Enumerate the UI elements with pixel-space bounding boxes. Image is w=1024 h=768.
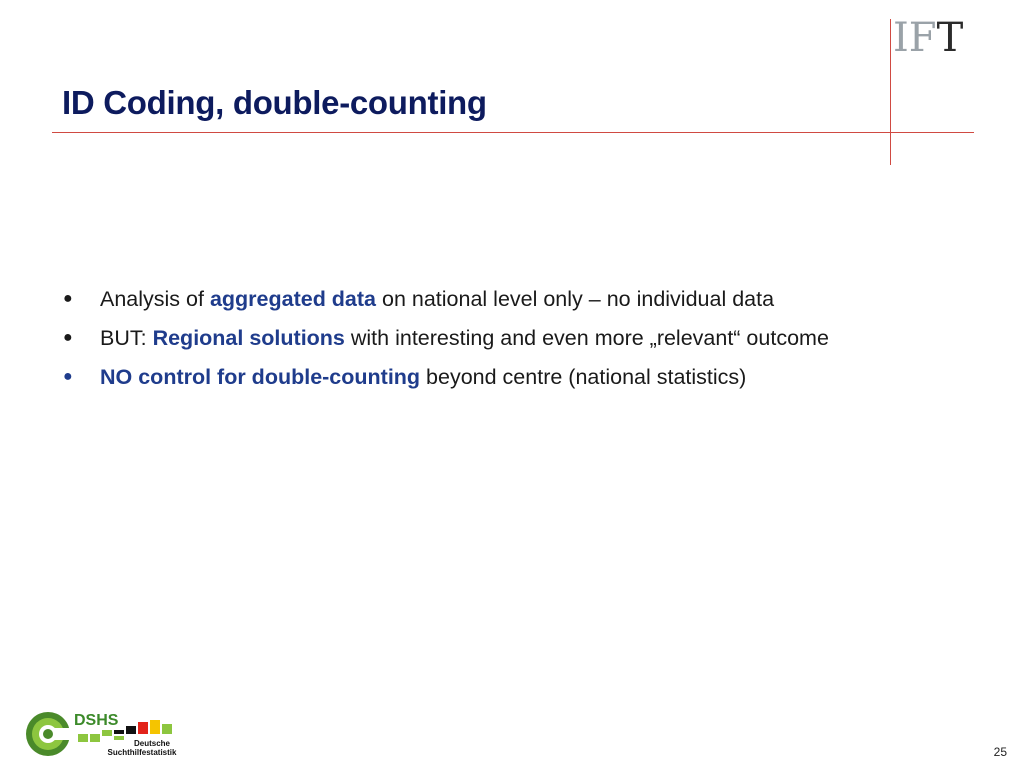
bullet-item — [58, 321, 928, 355]
bullet-dot-icon: ● — [63, 368, 73, 385]
ift-logo — [893, 16, 963, 60]
slide-title: ID Coding, double-counting — [62, 84, 487, 121]
dshs-logo — [24, 706, 194, 760]
dshs-line1: Deutsche — [133, 739, 171, 748]
bullet-text-post: on national level only – no individual data — [376, 287, 775, 311]
dshs-line2: Suchthilfestatistik — [107, 748, 177, 757]
bullet-text-post: beyond centre (national statistics) — [420, 365, 747, 389]
bullet-text-post: with interesting and even more „relevant“ outcome — [344, 326, 829, 350]
page-number: 25 — [993, 745, 1007, 759]
dshs-abbr: DSHS — [74, 712, 119, 729]
bullet-highlight: Regional solutions — [152, 326, 345, 350]
header-vertical-rule — [890, 19, 891, 165]
ift-logo-part2: T — [936, 15, 964, 61]
bullet-item — [58, 282, 928, 316]
ift-logo-part1: IF — [893, 15, 937, 61]
bullet-dot-icon: ● — [63, 290, 73, 307]
dshs-c-icon — [26, 712, 74, 756]
bullet-item — [58, 360, 928, 394]
bullet-text-pre: BUT: — [100, 326, 153, 350]
header-horizontal-rule — [52, 132, 974, 133]
bullet-text-pre: Analysis of — [100, 287, 210, 311]
bullet-highlight: aggregated data — [209, 287, 377, 311]
bullet-dot-icon: ● — [63, 329, 73, 346]
bullet-list — [58, 282, 928, 399]
bullet-highlight: NO control for double-counting — [100, 365, 421, 389]
